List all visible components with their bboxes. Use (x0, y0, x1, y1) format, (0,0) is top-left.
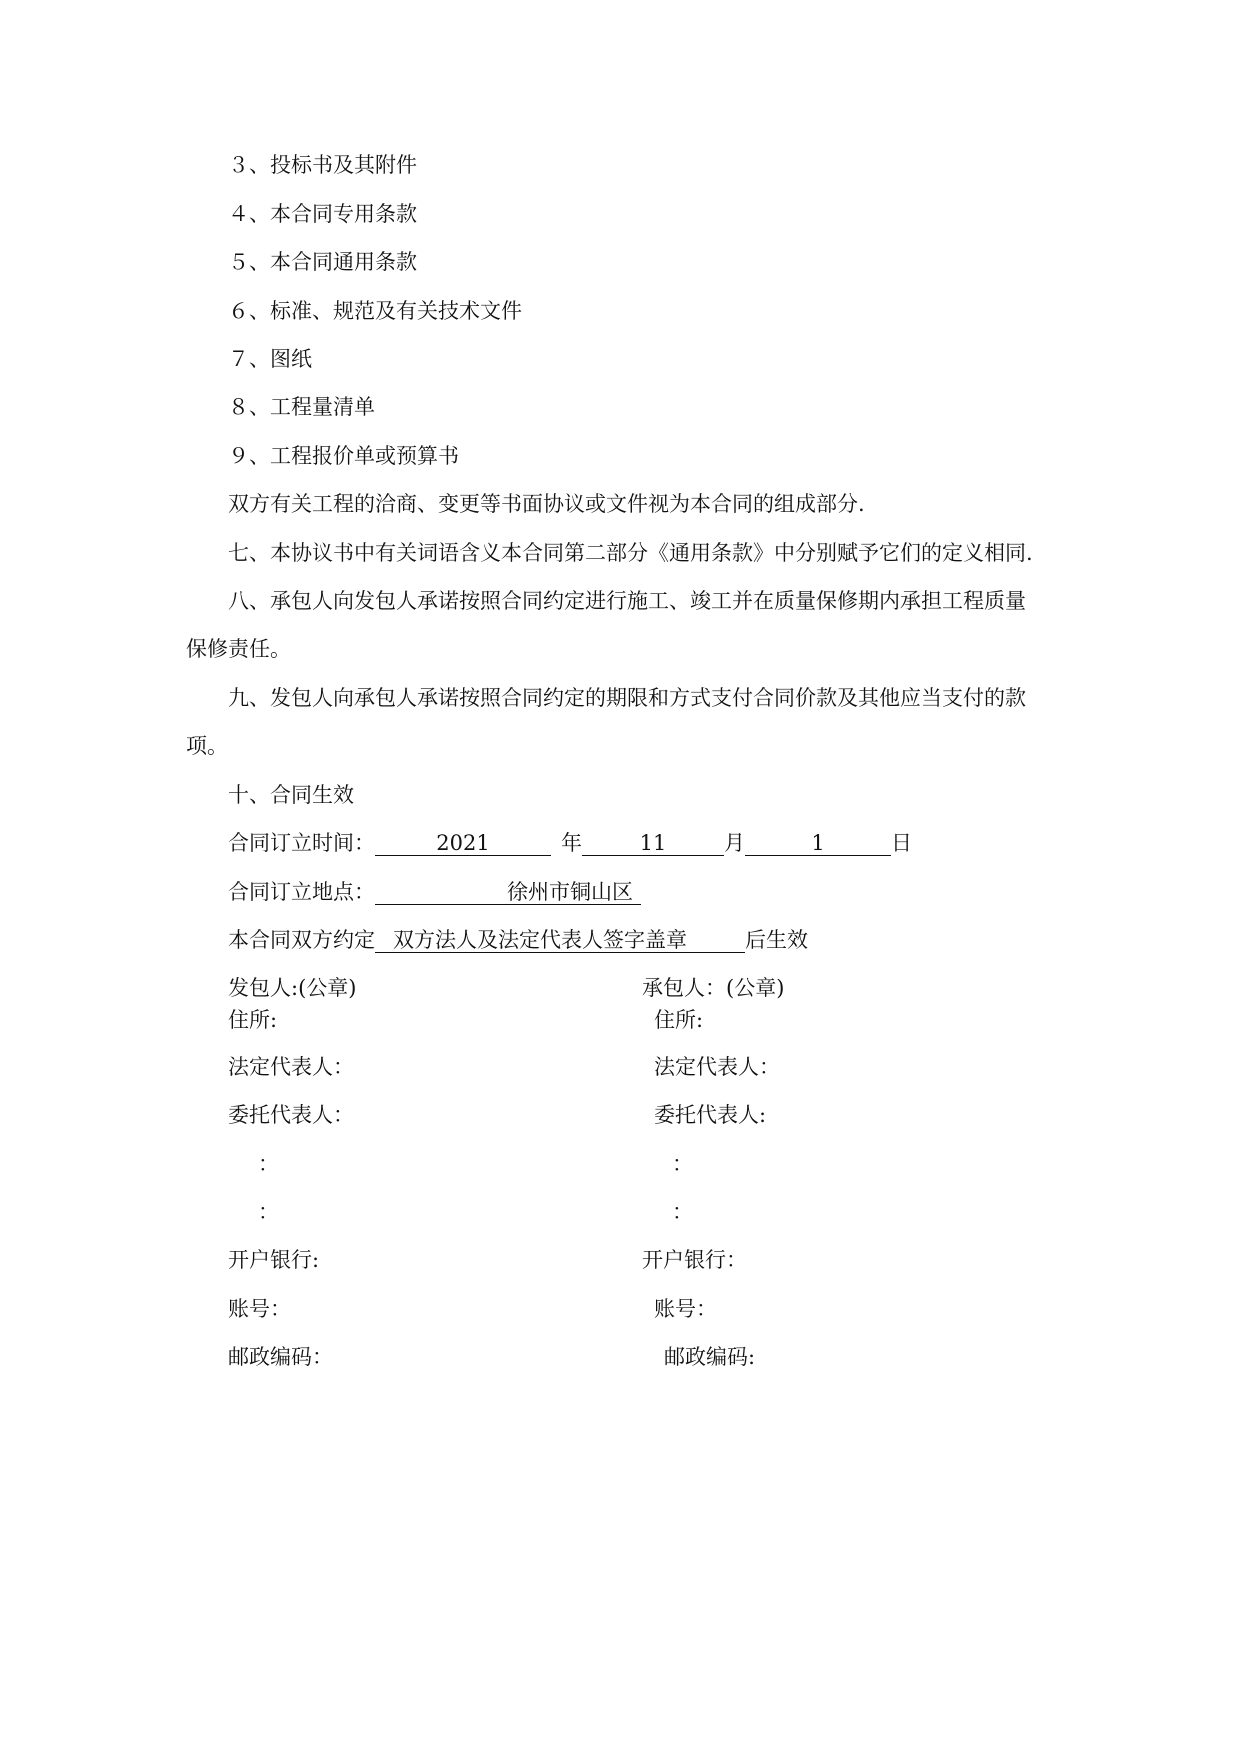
contractor-colon-1: ： (672, 1152, 693, 1176)
sign-month-field: 11 (582, 831, 724, 856)
contractor-agent: 委托代表人: (654, 1103, 767, 1127)
employer-bank: 开户银行: (228, 1248, 320, 1272)
employer-account: 账号： (228, 1297, 291, 1321)
list-item-5: ５、本合同通用条款 (228, 250, 417, 274)
sign-place-value: 徐州市铜山区 (507, 880, 633, 904)
employer-agent: 委托代表人： (228, 1103, 354, 1127)
list-item-6: ６、标准、规范及有关技术文件 (228, 299, 522, 323)
effective-suffix: 后生效 (745, 928, 808, 952)
contractor-bank: 开户银行： (642, 1248, 747, 1272)
contractor-account: 账号： (654, 1297, 717, 1321)
paragraph-nine-line1: 九、发包人向承包人承诺按照合同约定的期限和方式支付合同价款及其他应当支付的款 (228, 686, 1026, 710)
sign-day-field: 1 (745, 831, 891, 856)
contractor-title: 承包人：(公章) (642, 976, 785, 1000)
month-unit: 月 (724, 831, 745, 855)
contractor-colon-2: ： (672, 1200, 693, 1224)
employer-address: 住所: (228, 1008, 278, 1032)
paragraph-ten: 十、合同生效 (228, 783, 354, 807)
paragraph-nine-line2: 项。 (186, 734, 228, 758)
effective-field: 双方法人及法定代表人签字盖章 (375, 928, 745, 953)
employer-title: 发包人:(公章) (228, 976, 357, 1000)
sign-place-field (375, 880, 641, 905)
contractor-postcode: 邮政编码: (664, 1345, 756, 1369)
contractor-legal-rep: 法定代表人： (654, 1055, 780, 1079)
sign-time-row (228, 829, 912, 857)
sign-year-field: 2021 (375, 831, 551, 856)
effective-row (228, 926, 808, 954)
employer-postcode: 邮政编码： (228, 1345, 333, 1369)
list-item-9: ９、工程报价单或预算书 (228, 444, 459, 468)
paragraph-seven: 七、本协议书中有关词语含义本合同第二部分《通用条款》中分别赋予它们的定义相同. (228, 541, 1033, 565)
contractor-address: 住所: (654, 1008, 704, 1032)
list-item-7: ７、图纸 (228, 347, 312, 371)
employer-colon-2: ： (258, 1200, 279, 1224)
paragraph-eight-line1: 八、承包人向发包人承诺按照合同约定进行施工、竣工并在质量保修期内承担工程质量 (228, 589, 1026, 613)
list-item-8: ８、工程量清单 (228, 395, 375, 419)
year-unit: 年 (561, 831, 582, 855)
day-unit: 日 (891, 831, 912, 855)
employer-legal-rep: 法定代表人： (228, 1055, 354, 1079)
sign-place-row (228, 878, 641, 906)
paragraph-consult: 双方有关工程的洽商、变更等书面协议或文件视为本合同的组成部分. (228, 492, 865, 516)
list-item-4: ４、本合同专用条款 (228, 202, 417, 226)
paragraph-eight-line2: 保修责任。 (186, 637, 291, 661)
sign-place-label: 合同订立地点： (228, 880, 375, 904)
list-item-3: ３、投标书及其附件 (228, 153, 417, 177)
effective-prefix: 本合同双方约定 (228, 928, 375, 952)
sign-time-label: 合同订立时间： (228, 831, 375, 855)
employer-colon-1: ： (258, 1152, 279, 1176)
